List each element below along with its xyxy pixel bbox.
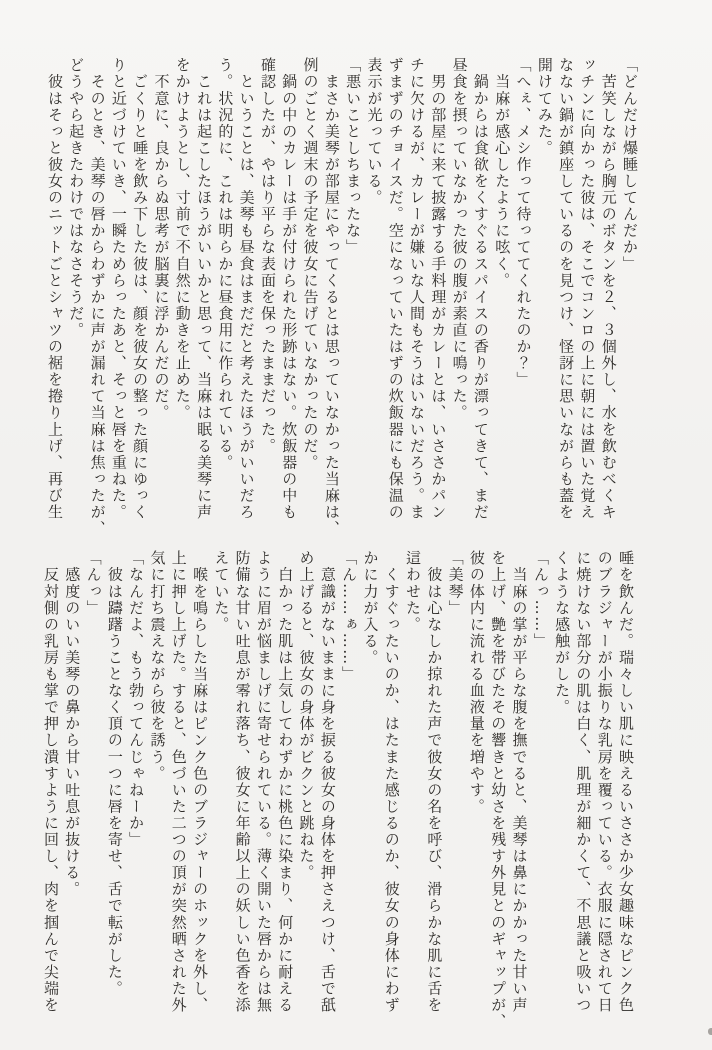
text-line: 確認したが、やはり平らな表面を保ったままだった。 [258,57,277,455]
text-line: のブラジャーが小振りな乳房を覆っている。衣服に隠されて日 [595,550,614,1014]
text-line: そのとき、美琴の唇からわずかに声が漏れて当麻は焦ったが、 [88,57,107,537]
text-line: 昼食を摂っていなかった彼の腹が素直に鳴った。 [450,57,469,422]
text-line: 感度のいい美琴の鼻から甘い吐息が抜ける。 [63,550,82,898]
text-line: 不意に、良からぬ思考が脳裏に浮かんだのだ。 [152,57,171,422]
text-line: 当麻が感心したように呟く。 [493,57,512,289]
text-line: 防備な甘い吐息が零れ落ち、彼女に年齢以上の妖しい色香を添 [233,550,252,1014]
text-line: う。状況的に、これは明らかに昼食用に作られている。 [216,57,235,471]
text-line: チに欠けるが、カレーが嫌いな人間もそうはいないだろう。ま [408,57,427,521]
scan-speck [708,1028,712,1035]
text-line: 表示が光っている。 [365,57,384,206]
text-line: 彼は心なしか掠れた声で彼女の名を呼び、滑らかな肌に舌を [425,550,444,1014]
text-line: ずまずのチョイスだ。空になっていたはずの炊飯器にも保温の [386,57,405,521]
text-line: 当麻の掌が平らな腹を撫でると、美琴は鼻にかかった甘い声 [510,550,529,1014]
text-line: まさか美琴が部屋にやってくるとは思っていなかった当麻は、 [322,57,341,537]
text-line: 「へぇ、メシ作って待っててくれたのか？」 [514,57,533,388]
text-line: どうやら起きたわけではなさそうだ。 [67,57,86,339]
text-block-lower [40,550,636,1030]
text-line: ということは、美琴も昼食はまだだと考えたほうがいいだろ [237,57,256,521]
text-line: りと近づけていき、一瞬ためらったあと、そっと唇を重ねた。 [109,57,128,521]
text-line: なない鍋が鎮座しているのを見つけ、怪訝に思いながらも蓋を [557,57,576,521]
text-line: 喉を鳴らした当麻はピンク色のブラジャーのホックを外し、 [191,550,210,1014]
text-line: 反対側の乳房も掌で押し潰すように回し、肉を掴んで尖端を [41,550,60,1014]
text-line: 「なんだよ、もう勃ってんじゃねーか」 [127,550,146,848]
text-line: 男の部屋に来て披露する手料理がカレーとは、いささかパン [429,57,448,521]
text-line: 「んっ……」 [531,550,550,650]
text-line: かに力が入る。 [361,550,380,666]
text-line: 白かった肌は上気してわずかに桃色に染まり、何かに耐える [276,550,295,1014]
text-line: ッチンに向かった彼は、そこでコンロの上に朝には置いた覚え [578,57,597,521]
text-line: 上に押し上げた。すると、色づいた二つの頂が突然晒された外 [169,550,188,1014]
text-line: ように眉が悩ましげに寄せられている。薄く開いた唇からは無 [254,550,273,1014]
text-line: 彼の体内に流れる血液量を増やす。 [467,550,486,815]
text-line: 鍋の中のカレーは手が付けられた形跡はない。炊飯器の中も [280,57,299,521]
text-line: 「悪いことしちまったな」 [344,57,363,256]
text-line: 唾を飲んだ。瑞々しい肌に映えるいささか少女趣味なピンク色 [617,550,635,1014]
text-line: ごくりと唾を飲み下した彼は、顔を彼女の整った顔にゆっく [131,57,150,521]
text-line: 開けてみた。 [535,57,554,157]
text-line: をかけようとし、寸前で不自然に動きを止めた。 [173,57,192,422]
text-line: 気に打ち震えながら彼を誘う。 [148,550,167,782]
text-line: 彼はそっと彼女のニットごとシャツの裾を捲り上げ、再び生 [45,57,64,521]
text-line: えていた。 [212,550,231,633]
text-line: 這わせた。 [404,550,423,633]
text-line: 「ん……ぁ……」 [340,550,359,683]
text-line: に焼けない部分の肌は白く、肌理が細かくて、不思議と吸いつ [574,550,593,1014]
text-line: 鍋からは食欲をくすぐるスパイスの香りが漂ってきて、まだ [471,57,490,521]
text-line: 「美琴」 [446,550,465,617]
text-line: 例のごとく週末の予定を彼女に告げていなかったのだ。 [301,57,320,471]
text-line: くすぐったいのか、はたまた感じるのか、彼女の身体にわず [382,550,401,1014]
text-line: 苦笑しながら胸元のボタンを２、３個外し、水を飲むべくキ [599,57,618,521]
text-line: 彼は躊躇うことなく頂の一つに唇を寄せ、舌で転がした。 [105,550,124,997]
text-line: 意識がないままに身を捩る彼女の身体を押さえつけ、舌で舐 [318,550,337,1014]
text-line: くような感触がした。 [553,550,572,716]
text-line: を上げ、艶を帯びたその響きと幼さを残す外見とのギャップが、 [489,550,508,1030]
text-line: 「んっ」 [84,550,103,617]
text-line: これは起こしたほうがいいかと思って、当麻は眠る美琴に声 [195,57,214,521]
text-line: 「どんだけ爆睡してんだか」 [621,57,639,273]
text-block-upper [44,57,640,537]
text-line: め上げると、彼女の身体がビクンと跳ねた。 [297,550,316,881]
